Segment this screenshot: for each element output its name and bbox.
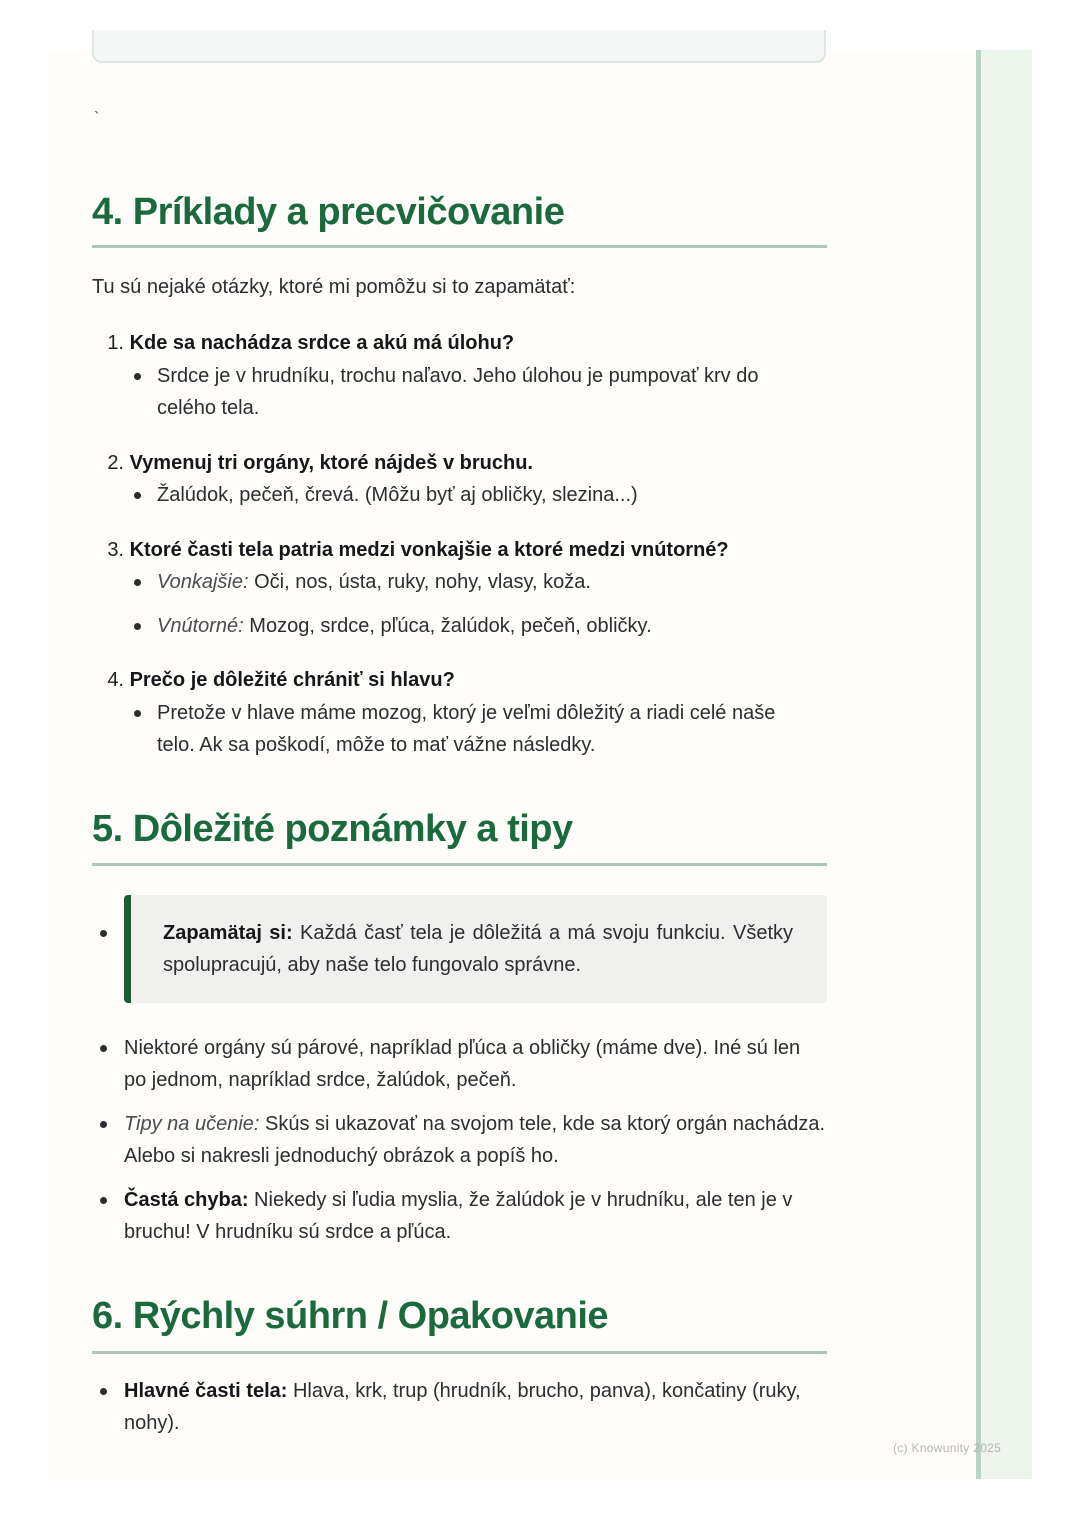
- answer-1: [134, 360, 794, 424]
- answer-text: Pretože v hlave máme mozog, ktorý je veľmi dôležitý a riadi celé naše telo. Ak sa poškodí, môže to mať vážne následky.: [157, 702, 776, 756]
- bullet-dot-icon: [134, 579, 141, 586]
- bullet-dot-icon: [100, 1045, 107, 1052]
- answer-3b: [134, 610, 794, 642]
- remember-callout: [124, 895, 827, 1003]
- question-number: 1.: [107, 332, 124, 354]
- section-6-divider: [92, 1351, 827, 1354]
- question-4: [92, 664, 455, 696]
- question-text: Ktoré časti tela patria medzi vonkajšie a ktoré medzi vnútorné?: [129, 539, 729, 561]
- question-3: [92, 534, 729, 566]
- section-4-divider: [92, 245, 827, 248]
- answer-text: Srdce je v hrudníku, trochu naľavo. Jeho úlohou je pumpovať krv do celého tela.: [157, 365, 759, 419]
- section-4-heading: 4. Príklady a precvičovanie: [92, 191, 565, 233]
- section-6-heading: 6. Rýchly súhrn / Opakovanie: [92, 1295, 609, 1337]
- bullet-dot-icon: [134, 492, 141, 499]
- bullet-dot-icon: [100, 1197, 107, 1204]
- answer-2: [134, 479, 794, 511]
- bullet-dot-icon: [100, 930, 107, 937]
- question-1: [92, 327, 514, 359]
- section-5-heading: 5. Dôležité poznámky a tipy: [92, 808, 573, 850]
- note-study-tips: [100, 1108, 827, 1172]
- section-5-divider: [92, 863, 827, 866]
- question-number: 4.: [107, 669, 124, 691]
- note-label: Tipy na učenie:: [124, 1113, 260, 1135]
- summary-label: Hlavné časti tela:: [124, 1380, 288, 1402]
- bullet-dot-icon: [134, 623, 141, 630]
- callout-label: Zapamätaj si:: [163, 922, 293, 944]
- bullet-dot-icon: [134, 373, 141, 380]
- note-common-mistake: [100, 1184, 827, 1248]
- note-text: Niektoré orgány sú párové, napríklad pľúca a obličky (máme dve). Iné sú len po jednom, napríklad srdce, žalúdok, pečeň.: [124, 1037, 801, 1091]
- answer-text: Mozog, srdce, pľúca, žalúdok, pečeň, obličky.: [243, 615, 652, 637]
- answer-text: Žalúdok, pečeň, črevá. (Môžu byť aj obličky, slezina...): [157, 484, 638, 506]
- bullet-dot-icon: [100, 1121, 107, 1128]
- question-text: Vymenuj tri orgány, ktoré nájdeš v bruchu.: [129, 452, 533, 474]
- summary-text: Hlava, krk, trup (hrudník, brucho, panva), končatiny (ruky, nohy).: [124, 1380, 801, 1434]
- callout-text: Každá časť tela je dôležitá a má svoju funkciu. Všetky spolupracujú, aby naše telo fungovalo správne.: [163, 922, 793, 976]
- note-label: Častá chyba:: [124, 1189, 249, 1211]
- side-margin-strip: [976, 50, 1032, 1479]
- summary-main-body-parts: [100, 1375, 827, 1439]
- question-text: Kde sa nachádza srdce a akú má úlohu?: [129, 332, 515, 354]
- answer-label: Vonkajšie:: [157, 571, 249, 593]
- previous-card-bottom-edge: [92, 30, 826, 63]
- section-4-intro: Tu sú nejaké otázky, ktoré mi pomôžu si to zapamätať:: [92, 276, 576, 298]
- note-text: Niekedy si ľudia myslia, že žalúdok je v hrudníku, ale ten je v bruchu! V hrudníku sú srdce a pľúca.: [124, 1189, 793, 1243]
- answer-label: Vnútorné:: [157, 615, 244, 637]
- answer-text: Oči, nos, ústa, ruky, nohy, vlasy, koža.: [248, 571, 591, 593]
- note-text: Skús si ukazovať na svojom tele, kde sa ktorý orgán nachádza. Alebo si nakresli jednoduchý obrázok a popíš ho.: [124, 1113, 826, 1167]
- answer-3a: [134, 566, 794, 598]
- question-number: 2.: [107, 452, 124, 474]
- copyright-footer: (c) Knowunity 2025: [893, 1441, 1002, 1455]
- bullet-dot-icon: [134, 710, 141, 717]
- answer-4: [134, 697, 794, 761]
- document-page: [48, 50, 976, 1479]
- note-paired-organs: [100, 1032, 827, 1096]
- bullet-dot-icon: [100, 1388, 107, 1395]
- stray-backtick: `: [94, 110, 100, 127]
- question-number: 3.: [107, 539, 124, 561]
- question-text: Prečo je dôležité chrániť si hlavu?: [129, 669, 455, 691]
- question-2: [92, 447, 533, 479]
